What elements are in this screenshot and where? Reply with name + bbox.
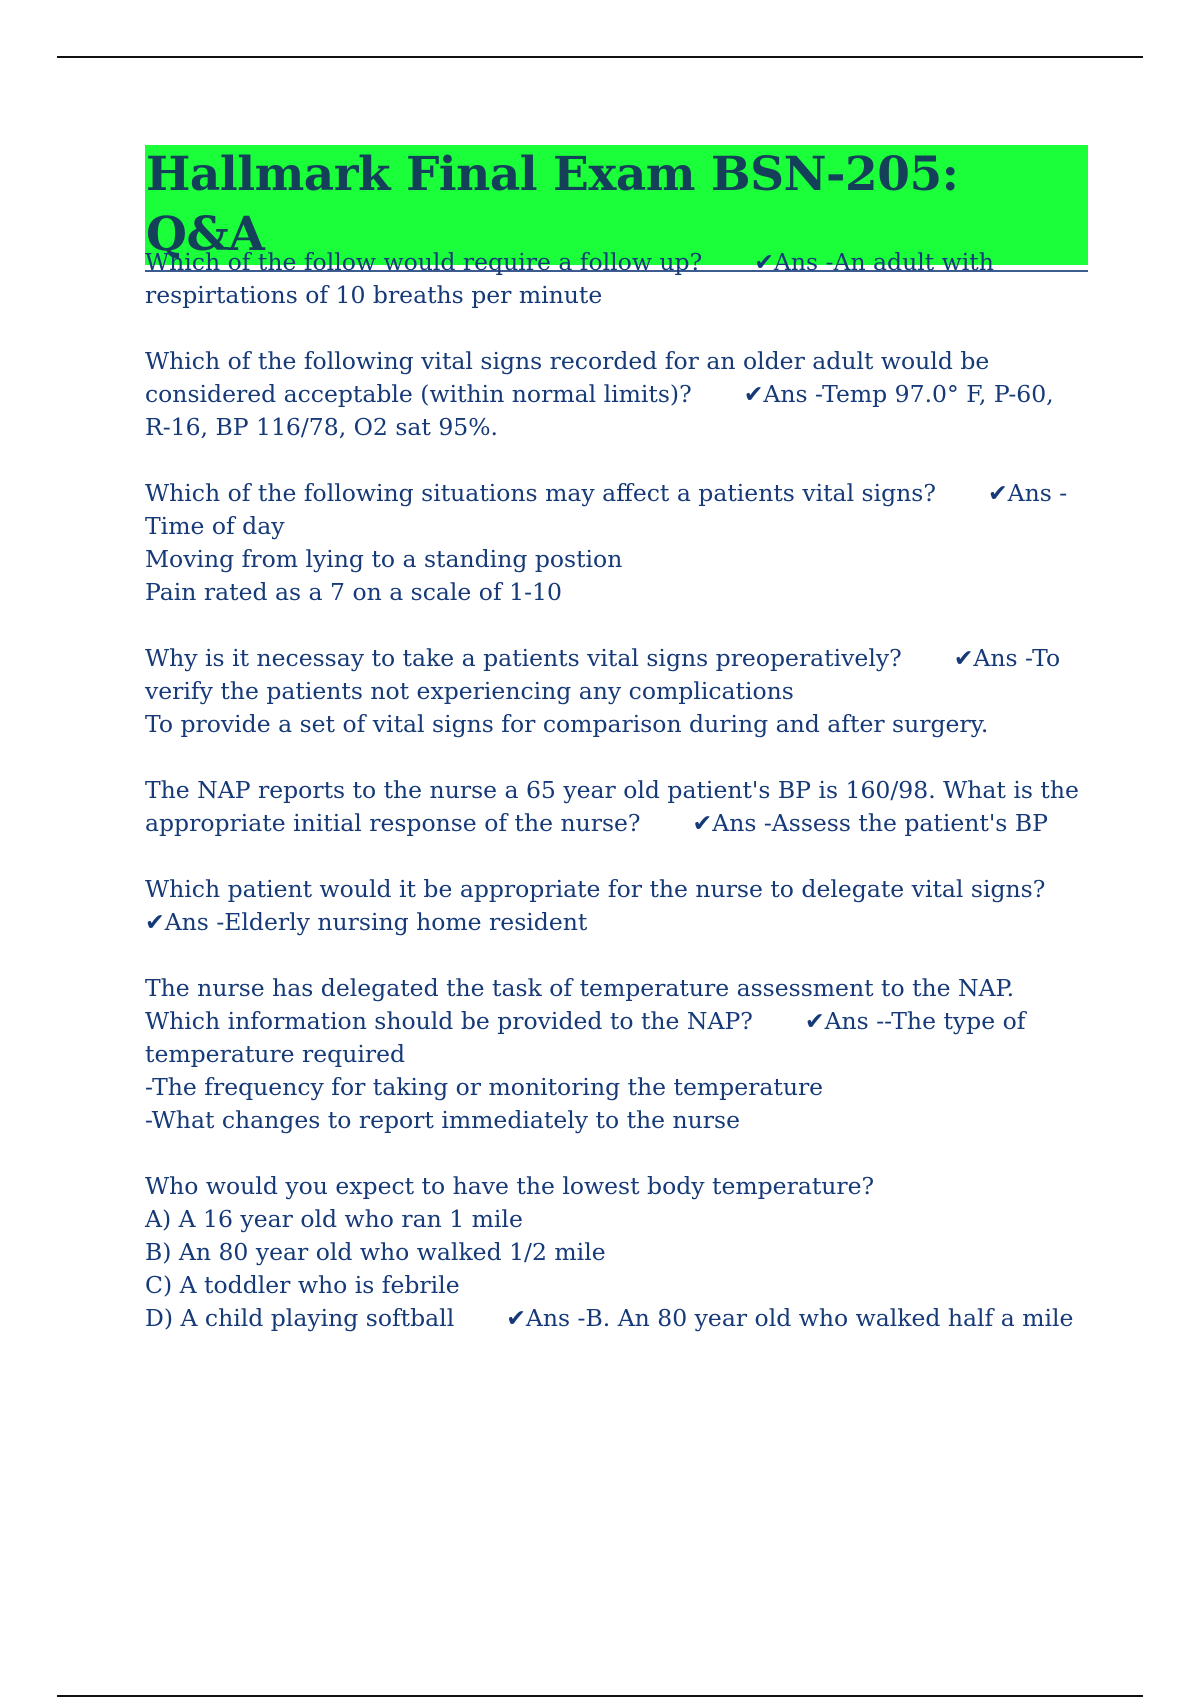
qa-line: temperature required: [145, 1040, 406, 1068]
qa-line: To provide a set of vital signs for comparison during and after surgery.: [145, 710, 989, 738]
qa-line: -The frequency for taking or monitoring the temperature: [145, 1073, 824, 1101]
qa-line: Time of day: [145, 512, 285, 540]
qa-line: A) A 16 year old who ran 1 mile: [145, 1205, 523, 1233]
qa-line: R-16, BP 116/78, O2 sat 95%.: [145, 413, 499, 441]
answer-text: ✔Ans -Temp 97.0° F, P-60,: [743, 380, 1054, 408]
qa-line: Pain rated as a 7 on a scale of 1-10: [145, 578, 562, 606]
answer-text: ✔Ans -: [987, 479, 1068, 507]
document-title: Hallmark Final Exam BSN-205: Q&A: [145, 145, 1088, 265]
qa-line: [145, 1302, 1090, 1335]
qa-line: [145, 477, 1090, 510]
qa-line: [145, 642, 1090, 675]
question-text: Which information should be provided to the NAP?: [145, 1007, 753, 1035]
answer-text: ✔Ans --The type of: [804, 1007, 1026, 1035]
answer-text: ✔Ans -An adult with: [754, 248, 994, 276]
qa-item-1: [145, 246, 1090, 312]
qa-line: C) A toddler who is febrile: [145, 1271, 460, 1299]
qa-list: [145, 246, 1090, 1368]
qa-line: [145, 807, 1090, 840]
qa-line: [145, 1005, 1090, 1038]
qa-line: The nurse has delegated the task of temperature assessment to the NAP.: [145, 974, 1015, 1002]
qa-item-5: [145, 774, 1090, 840]
qa-item-8: [145, 1170, 1090, 1335]
qa-line: B) An 80 year old who walked 1/2 mile: [145, 1238, 606, 1266]
qa-item-3: [145, 477, 1090, 609]
qa-line: respirtations of 10 breaths per minute: [145, 281, 603, 309]
question-text: Which of the follow would require a follow up?: [145, 248, 703, 276]
qa-line: [145, 906, 1090, 939]
question-text: considered acceptable (within normal limits)?: [145, 380, 692, 408]
qa-line: [145, 378, 1090, 411]
question-text: Why is it necessay to take a patients vital signs preoperatively?: [145, 644, 902, 672]
qa-item-6: [145, 873, 1090, 939]
question-text: Which of the following situations may affect a patients vital signs?: [145, 479, 936, 507]
answer-text: ✔Ans -Assess the patient's BP: [692, 809, 1048, 837]
qa-line: Which of the following vital signs recorded for an older adult would be: [145, 347, 990, 375]
question-text: D) A child playing softball: [145, 1304, 455, 1332]
answer-text: ✔Ans -B. An 80 year old who walked half a mile: [506, 1304, 1074, 1332]
question-text: appropriate initial response of the nurse?: [145, 809, 641, 837]
qa-item-4: [145, 642, 1090, 741]
qa-item-2: [145, 345, 1090, 444]
qa-line: The NAP reports to the nurse a 65 year old patient's BP is 160/98. What is the: [145, 776, 1079, 804]
header-rule: [57, 56, 1143, 58]
footer-rule: [57, 1695, 1143, 1697]
qa-line: [145, 246, 1090, 279]
qa-item-7: [145, 972, 1090, 1137]
qa-line: Moving from lying to a standing postion: [145, 545, 623, 573]
answer-text: ✔Ans -Elderly nursing home resident: [145, 908, 588, 936]
qa-line: Who would you expect to have the lowest body temperature?: [145, 1172, 875, 1200]
qa-line: -What changes to report immediately to the nurse: [145, 1106, 740, 1134]
qa-line: verify the patients not experiencing any complications: [145, 677, 794, 705]
answer-text: ✔Ans -To: [953, 644, 1061, 672]
qa-line: Which patient would it be appropriate for the nurse to delegate vital signs?: [145, 875, 1046, 903]
